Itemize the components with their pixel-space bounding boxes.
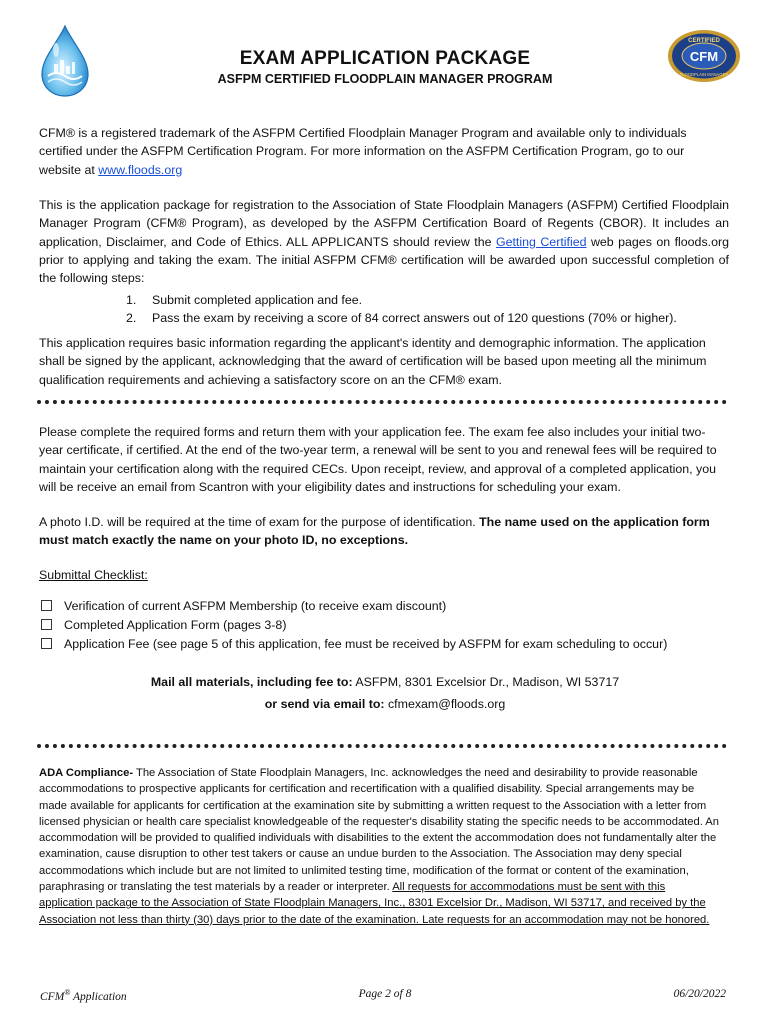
footer-application: Application	[70, 990, 127, 1003]
step-text: Pass the exam by receiving a score of 84 correct answers out of 120 questions (70% or higher).	[152, 311, 677, 326]
floods-website-link[interactable]: www.floods.org	[98, 162, 183, 177]
instructions-paragraph: Please complete the required forms and return them with your application fee. The exam fee also includes your initial two-year certificate, if certified. At the end of the two-year term, a renewal will be sent to you and renewal fees will be required to maintain your certification along with the required CECs. Upon receipt, review, and approval of a completed application, you will be receive an email from Scantron with your eligibility dates and instructions for scheduling your exam.	[39, 425, 717, 494]
footer-reg-mark: ®	[64, 988, 71, 997]
steps-list	[126, 291, 726, 328]
checklist-section	[39, 566, 729, 653]
trademark-paragraph	[39, 124, 729, 179]
seal-text-bottom: FLOODPLAIN MANAGER	[679, 72, 729, 77]
package-text-after: web pages on floods.org prior to applying and taking the exam. The initial ASFPM CFM® certification will be awarded upon successful completion of the following steps:	[39, 234, 729, 286]
application-package-paragraph	[39, 196, 729, 287]
checkbox[interactable]	[41, 619, 52, 630]
checklist-item-label: Completed Application Form (pages 3-8)	[64, 617, 287, 632]
mail-label: Mail all materials, including fee to:	[150, 675, 353, 689]
checklist-item[interactable]	[39, 596, 729, 615]
page-number: Page 2 of 8	[358, 988, 412, 1000]
page-subtitle: ASFPM CERTIFIED FLOODPLAIN MANAGER PROGRAM	[217, 72, 553, 86]
checklist-item[interactable]	[39, 615, 729, 634]
ada-compliance-paragraph	[39, 765, 719, 928]
footer-cfm: CFM	[40, 990, 65, 1003]
package-text-before: This is the application package for registration to the Association of State Floodplain Managers (ASFPM) Certified Floodplain Manager Program (CFM® Program), as developed by the ASFPM Certification Board of Regents (CBOR). It includes an application, Disclaimer, and Code of Ethics. ALL APPLICANTS should review the	[39, 198, 729, 249]
trademark-text: CFM® is a registered trademark of the ASFPM Certified Floodplain Manager Program and available only to individuals certified under the ASFPM Certification Program. For more information on the ASFPM Certification Program, go to our website at	[39, 126, 687, 177]
email-line	[0, 697, 770, 711]
ada-request-deadline: All requests for accommodations must be sent with this application package to the Association of State Floodplain Managers, Inc., 8301 Excelsior Dr., Madison, WI 53717, and received by the Association not less than thirty (30) days prior to the date of the examination. Late requests for an accommodation may not be honored.	[39, 881, 710, 926]
checklist-item-label: Application Fee (see page 5 of this application, fee must be received by ASFPM for exam scheduling to occur)	[64, 636, 668, 651]
photo-id-warning: The name used on the application form must match exactly the name on your photo ID, no exceptions.	[39, 515, 710, 548]
getting-certified-link[interactable]: Getting Certified	[495, 234, 587, 249]
step-number: 2.	[126, 311, 137, 326]
checkbox[interactable]	[41, 638, 52, 649]
footer-date: 06/20/2022	[673, 988, 726, 1000]
email-address: cfmexam@floods.org	[384, 697, 506, 711]
photo-id-text: A photo I.D. will be required at the time of exam for the purpose of identification.	[39, 515, 480, 529]
checklist-title: Submittal Checklist:	[39, 568, 148, 582]
email-label: or send via email to:	[264, 697, 385, 711]
photo-id-paragraph	[39, 513, 729, 550]
seal-text-top: CERTIFIED	[688, 38, 720, 44]
checklist-item-label: Verification of current ASFPM Membership (to receive exam discount)	[64, 598, 447, 613]
checkbox[interactable]	[41, 600, 52, 611]
step-item	[126, 309, 726, 327]
dotted-divider	[37, 400, 727, 404]
page-title: EXAM APPLICATION PACKAGE	[239, 48, 531, 69]
identity-requirements-paragraph: This application requires basic information regarding the applicant's identity and demographic information. The application shall be signed by the applicant, acknowledging that the award of certification will be based upon meeting all the minimum qualification requirements and achieving a satisfactory score on an the CFM® exam.	[39, 336, 707, 387]
checklist-item[interactable]	[39, 634, 729, 653]
step-number: 1.	[126, 293, 137, 307]
mail-address: ASFPM, 8301 Excelsior Dr., Madison, WI 53717	[352, 675, 620, 689]
dotted-divider	[37, 744, 727, 748]
step-text: Submit completed application and fee.	[152, 293, 363, 307]
seal-text-center: CFM	[689, 49, 719, 64]
ada-text: The Association of State Floodplain Managers, Inc. acknowledges the need and desirability to provide reasonable accommodations to prospective applicants for certification and recertification with a qualified disability. Special arrangements may be made available for applicants for certification at the examination site by submitting a written request to the Association with a letter from licensed physician or health care specialist knowledgeable of the requester's disability stating the specific needs to be accommodated. An accommodation will be provided to qualified individuals with disabilities to the extent the accommodation does not fundamentally alter the examination, cause disruption to other test takers or cause an undue burden to the Association. The Association may deny special accommodations which include but are not limited to unlimited testing time, modification of the format or content of the examination, paraphrasing or translating the test materials by a reader or interpreter.	[39, 767, 719, 894]
mail-line	[0, 675, 770, 689]
ada-label: ADA Compliance-	[39, 767, 134, 779]
step-item	[126, 291, 726, 309]
